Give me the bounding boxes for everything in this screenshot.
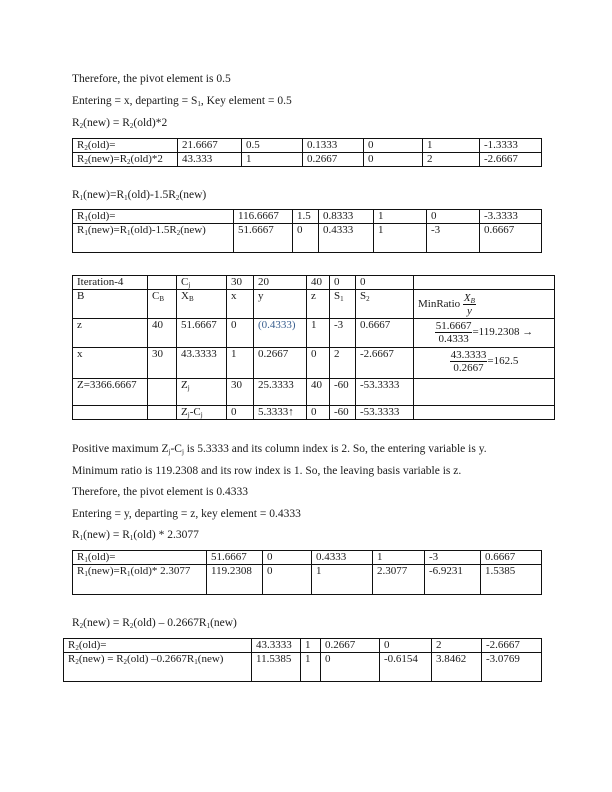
zj-cj-label: $Z_j-C_j$ bbox=[177, 406, 227, 420]
cell: 0 bbox=[263, 565, 312, 595]
cell: 0.6667 bbox=[480, 224, 542, 253]
xb-header: $X_B$ bbox=[177, 290, 227, 319]
cell: 1.5 bbox=[293, 210, 319, 224]
table-row bbox=[64, 653, 542, 682]
zj-label: $Z_j$ bbox=[177, 379, 227, 406]
cell: 43.3333 bbox=[177, 348, 227, 379]
cell: 5.3333↑ bbox=[254, 406, 307, 420]
row-label: $R_1(old)=$ bbox=[73, 210, 234, 224]
cell: 0.2667 bbox=[303, 153, 364, 167]
cell: -60 bbox=[330, 406, 356, 420]
entering-departing-1 bbox=[72, 94, 292, 108]
cell bbox=[414, 276, 555, 290]
cell bbox=[148, 276, 177, 290]
cell bbox=[148, 406, 177, 420]
cell: 40 bbox=[307, 276, 330, 290]
cell: 0.5 bbox=[242, 139, 303, 153]
cell: 0 bbox=[427, 210, 480, 224]
cell: 0 bbox=[356, 276, 414, 290]
cell: -3.0769 bbox=[482, 653, 542, 682]
var-header: x bbox=[227, 290, 254, 319]
basis-var: z bbox=[73, 319, 148, 348]
cell: 1 bbox=[374, 224, 427, 253]
cell: 20 bbox=[254, 276, 307, 290]
cell: 1 bbox=[227, 348, 254, 379]
cell: 0 bbox=[227, 319, 254, 348]
cell: 0 bbox=[307, 406, 330, 420]
text-part: (old)*2 bbox=[133, 117, 168, 129]
text-part: , Key element = 0.5 bbox=[200, 95, 292, 107]
table-row bbox=[73, 139, 542, 153]
cell bbox=[148, 379, 177, 406]
cell: 43.333 bbox=[178, 153, 242, 167]
cell: 0.6667 bbox=[481, 551, 542, 565]
table-row bbox=[64, 639, 542, 653]
row-label: $R_1(new)=R_1(old)*$ 2.3077 bbox=[73, 565, 207, 595]
cell: -3 bbox=[330, 319, 356, 348]
cell: -3 bbox=[427, 224, 480, 253]
row-label: $R_2(old)=$ bbox=[64, 639, 252, 653]
cell: 1 bbox=[312, 565, 373, 595]
cell: 2 bbox=[432, 639, 482, 653]
cell: -53.3333 bbox=[356, 406, 414, 420]
cell: 25.3333 bbox=[254, 379, 307, 406]
cell: 0.6667 bbox=[356, 319, 414, 348]
cell: 3.8462 bbox=[432, 653, 482, 682]
cell: 0 bbox=[364, 153, 423, 167]
cell: -2.6667 bbox=[356, 348, 414, 379]
cell: 2.3077 bbox=[373, 565, 425, 595]
s1-header: $S_1$ bbox=[330, 290, 356, 319]
cb-header: $C_B$ bbox=[148, 290, 177, 319]
cell: 51.6667 bbox=[177, 319, 227, 348]
cell: -1.3333 bbox=[480, 139, 542, 153]
header-row bbox=[73, 290, 555, 319]
cj-row bbox=[73, 276, 555, 290]
row-op-r2 bbox=[72, 116, 167, 130]
cell: 1 bbox=[307, 319, 330, 348]
objective-value: Z=3366.6667 bbox=[73, 379, 148, 406]
table-row bbox=[73, 551, 542, 565]
row-op-table-1 bbox=[72, 138, 542, 167]
cell: -53.3333 bbox=[356, 379, 414, 406]
row-label: $R_1(new)=R_1(old)-1.5R_2(new)$ bbox=[73, 224, 234, 253]
cell: 1 bbox=[242, 153, 303, 167]
cell: -6.9231 bbox=[425, 565, 481, 595]
cell: -2.6667 bbox=[482, 639, 542, 653]
pivot-cell: (0.4333) bbox=[254, 319, 307, 348]
subscript: 2 bbox=[79, 122, 84, 130]
cell: -3.3333 bbox=[480, 210, 542, 224]
cell bbox=[73, 406, 148, 420]
cell bbox=[414, 379, 555, 406]
row-op-r2-2: $R_2(new) = R_2(old) - 0.2667R_1(new)$ bbox=[72, 617, 237, 630]
basis-header: B bbox=[73, 290, 148, 319]
table-row bbox=[73, 565, 542, 595]
var-header: z bbox=[307, 290, 330, 319]
cell: 0.2667 bbox=[254, 348, 307, 379]
table-row bbox=[73, 210, 542, 224]
pivot-statement-1: Therefore, the pivot element is 0.5 bbox=[72, 73, 231, 85]
cell: 1 bbox=[374, 210, 427, 224]
entering-variable-statement: Positive maximum $Z_j-C_j$ is 5.3333 and its column index is 2. So, the entering variable is y. bbox=[72, 443, 487, 456]
cell: 116.6667 bbox=[234, 210, 293, 224]
row-label: $R_2(old)=$ bbox=[73, 139, 178, 153]
cell: 119.2308 bbox=[207, 565, 263, 595]
cell: 1 bbox=[301, 639, 321, 653]
ratio-cell: $\frac{51.6667}{0.4333}$ =119.2308 → bbox=[414, 319, 555, 348]
cell: 0 bbox=[364, 139, 423, 153]
cell: 30 bbox=[148, 348, 177, 379]
row-label: $R_2(new) = R_2(old)$ $-0.2667R_1(new)$ bbox=[64, 653, 252, 682]
row-op-table-3 bbox=[72, 550, 542, 595]
cell: 43.3333 bbox=[252, 639, 301, 653]
cell: 0.4333 bbox=[312, 551, 373, 565]
cell: 0 bbox=[263, 551, 312, 565]
row-label: $R_2(new)=R_2(old)*2$ bbox=[73, 153, 178, 167]
iteration-title: Iteration-4 bbox=[73, 276, 148, 290]
table-row bbox=[73, 319, 555, 348]
var-header: y bbox=[254, 290, 307, 319]
cell: 0.1333 bbox=[303, 139, 364, 153]
cj-label: $C_j$ bbox=[177, 276, 227, 290]
cell: 0.8333 bbox=[319, 210, 374, 224]
table-row bbox=[73, 153, 542, 167]
cell: 21.6667 bbox=[178, 139, 242, 153]
row-label: $R_1(old)=$ bbox=[73, 551, 207, 565]
cell: 0.2667 bbox=[321, 639, 380, 653]
ratio-cell: $\frac{43.3333}{0.2667}$ =162.5 bbox=[414, 348, 555, 379]
cell: 30 bbox=[227, 276, 254, 290]
cell: -3 bbox=[425, 551, 481, 565]
cell: 1 bbox=[301, 653, 321, 682]
row-op-table-2 bbox=[72, 209, 542, 253]
cell: 1 bbox=[373, 551, 425, 565]
zj-row bbox=[73, 379, 555, 406]
row-op-table-4 bbox=[63, 638, 542, 682]
row-op-r1: $R_1(new)=R_1(old)-1.5R_2(new)$ bbox=[72, 189, 207, 202]
cell: 0.4333 bbox=[319, 224, 374, 253]
minratio-header: MinRatio $\frac{X_B}{y}$ bbox=[414, 290, 555, 319]
text-part: Entering = x, departing = S bbox=[72, 95, 198, 107]
text-part: R bbox=[72, 117, 80, 129]
cell: -2.6667 bbox=[480, 153, 542, 167]
cell: 30 bbox=[227, 379, 254, 406]
zj-cj-row bbox=[73, 406, 555, 420]
leaving-variable-statement: Minimum ratio is 119.2308 and its row index is 1. So, the leaving basis variable is z. bbox=[72, 465, 462, 477]
s2-header: $S_2$ bbox=[356, 290, 414, 319]
entering-departing-2: Entering = y, departing = z, key element = 0.4333 bbox=[72, 508, 301, 520]
simplex-iteration-table bbox=[72, 275, 555, 420]
table-row bbox=[73, 348, 555, 379]
row-op-r1-2: $R_1(new) = R_1(old) * 2.3077$ bbox=[72, 529, 199, 542]
minratio-fraction: $\frac{X_B}{y}$ bbox=[463, 291, 475, 317]
cell: -60 bbox=[330, 379, 356, 406]
cell: 0 bbox=[307, 348, 330, 379]
pivot-statement-2: Therefore, the pivot element is 0.4333 bbox=[72, 486, 248, 498]
subscript: 1 bbox=[197, 100, 201, 108]
cell: 0 bbox=[293, 224, 319, 253]
cell: 1.5385 bbox=[481, 565, 542, 595]
cell: 51.6667 bbox=[234, 224, 293, 253]
cell bbox=[414, 406, 555, 420]
cell: 1 bbox=[423, 139, 480, 153]
cell: 2 bbox=[330, 348, 356, 379]
text-part: (new) = R bbox=[83, 117, 130, 129]
subscript: 2 bbox=[129, 122, 134, 130]
table-row bbox=[73, 224, 542, 253]
cell: 51.6667 bbox=[207, 551, 263, 565]
cell: 0 bbox=[330, 276, 356, 290]
cell: 40 bbox=[307, 379, 330, 406]
cell: -0.6154 bbox=[380, 653, 432, 682]
basis-var: x bbox=[73, 348, 148, 379]
cell: 2 bbox=[423, 153, 480, 167]
cell: 0 bbox=[380, 639, 432, 653]
cell: 40 bbox=[148, 319, 177, 348]
cell: 11.5385 bbox=[252, 653, 301, 682]
cell: 0 bbox=[227, 406, 254, 420]
cell: 0 bbox=[321, 653, 380, 682]
